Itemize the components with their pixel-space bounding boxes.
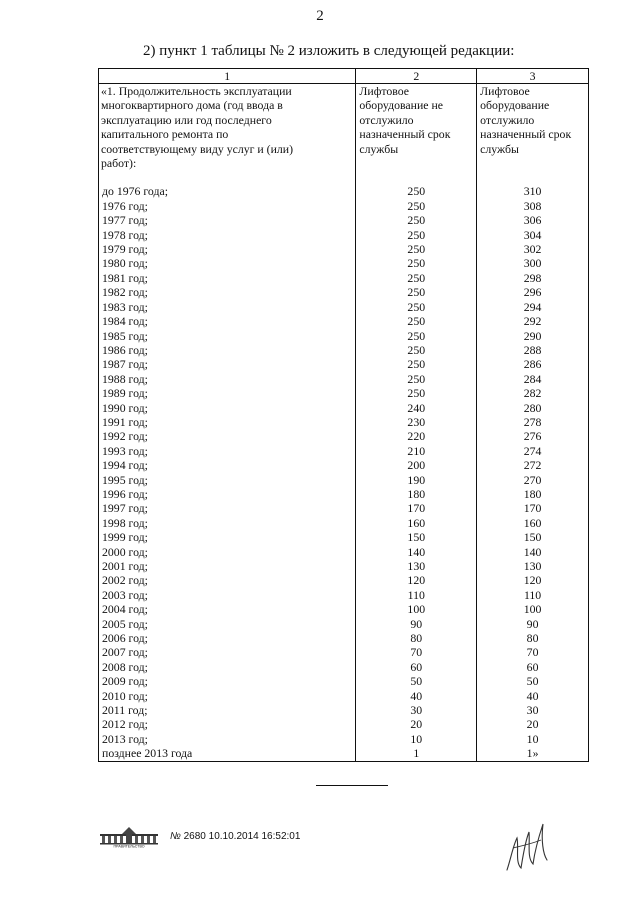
row-value-not-expired: 250 — [356, 242, 477, 256]
row-value-expired: 130 — [477, 559, 589, 573]
row-value-not-expired: 50 — [356, 674, 477, 688]
table-row — [99, 703, 589, 717]
row-year: 2007 год; — [99, 645, 356, 659]
row-value-expired: 120 — [477, 573, 589, 587]
table-row — [99, 645, 589, 659]
row-year: 1991 год; — [99, 415, 356, 429]
table-row — [99, 271, 589, 285]
column-number-row — [99, 69, 589, 84]
row-value-expired: 310 — [477, 184, 589, 198]
row-value-not-expired: 160 — [356, 516, 477, 530]
table-row — [99, 689, 589, 703]
row-value-expired: 272 — [477, 458, 589, 472]
row-value-expired: 306 — [477, 213, 589, 227]
row-value-expired: 278 — [477, 415, 589, 429]
row-value-not-expired: 120 — [356, 573, 477, 587]
end-rule — [316, 785, 388, 786]
document-timestamp: 10.10.2014 16:52:01 — [208, 830, 301, 842]
document-number: 2680 — [183, 830, 206, 842]
row-value-expired: 282 — [477, 386, 589, 400]
table-row — [99, 242, 589, 256]
table-row — [99, 674, 589, 688]
row-value-not-expired: 240 — [356, 401, 477, 415]
row-value-not-expired: 250 — [356, 314, 477, 328]
table-row — [99, 545, 589, 559]
row-year: 1996 год; — [99, 487, 356, 501]
row-value-expired: 30 — [477, 703, 589, 717]
table-row — [99, 458, 589, 472]
row-value-not-expired: 170 — [356, 501, 477, 515]
table-row — [99, 357, 589, 371]
amendment-table — [98, 68, 589, 762]
row-value-expired: 1» — [477, 746, 589, 761]
table-row — [99, 213, 589, 227]
row-value-expired: 20 — [477, 717, 589, 731]
row-value-expired: 280 — [477, 401, 589, 415]
description-col2: Лифтовое оборудование не отслужило назначенный срок службы — [356, 84, 477, 185]
table-row — [99, 444, 589, 458]
row-year: 2001 год; — [99, 559, 356, 573]
row-value-not-expired: 140 — [356, 545, 477, 559]
table-row — [99, 602, 589, 616]
row-year: 2011 год; — [99, 703, 356, 717]
row-value-expired: 292 — [477, 314, 589, 328]
row-value-expired: 296 — [477, 285, 589, 299]
row-value-not-expired: 190 — [356, 473, 477, 487]
row-value-not-expired: 90 — [356, 617, 477, 631]
row-value-not-expired: 250 — [356, 300, 477, 314]
row-value-not-expired: 10 — [356, 732, 477, 746]
row-value-not-expired: 80 — [356, 631, 477, 645]
row-value-expired: 274 — [477, 444, 589, 458]
row-value-not-expired: 250 — [356, 372, 477, 386]
row-value-not-expired: 220 — [356, 429, 477, 443]
row-year: 2009 год; — [99, 674, 356, 688]
table-row — [99, 516, 589, 530]
row-year: до 1976 года; — [99, 184, 356, 198]
row-value-not-expired: 210 — [356, 444, 477, 458]
row-value-not-expired: 250 — [356, 256, 477, 270]
row-value-not-expired: 110 — [356, 588, 477, 602]
row-year: 1985 год; — [99, 329, 356, 343]
row-year: 2005 год; — [99, 617, 356, 631]
row-value-not-expired: 1 — [356, 746, 477, 761]
row-value-not-expired: 230 — [356, 415, 477, 429]
row-year: 1976 год; — [99, 199, 356, 213]
table-row — [99, 487, 589, 501]
row-value-expired: 90 — [477, 617, 589, 631]
column-number-3: 3 — [477, 69, 589, 84]
row-value-not-expired: 150 — [356, 530, 477, 544]
row-value-expired: 40 — [477, 689, 589, 703]
row-value-expired: 284 — [477, 372, 589, 386]
row-year: 1997 год; — [99, 501, 356, 515]
row-value-not-expired: 250 — [356, 343, 477, 357]
table-row — [99, 559, 589, 573]
table-row — [99, 573, 589, 587]
row-value-expired: 288 — [477, 343, 589, 357]
row-year: 1979 год; — [99, 242, 356, 256]
row-year: 2008 год; — [99, 660, 356, 674]
row-year: 2004 год; — [99, 602, 356, 616]
row-value-not-expired: 250 — [356, 213, 477, 227]
row-value-expired: 150 — [477, 530, 589, 544]
row-value-expired: 300 — [477, 256, 589, 270]
row-value-not-expired: 180 — [356, 487, 477, 501]
row-year: 1983 год; — [99, 300, 356, 314]
row-value-expired: 80 — [477, 631, 589, 645]
table-row — [99, 300, 589, 314]
row-year: 1978 год; — [99, 228, 356, 242]
row-value-expired: 290 — [477, 329, 589, 343]
table-row — [99, 285, 589, 299]
row-year: 1993 год; — [99, 444, 356, 458]
row-year: 1990 год; — [99, 401, 356, 415]
row-value-expired: 298 — [477, 271, 589, 285]
row-value-not-expired: 250 — [356, 184, 477, 198]
svg-text:ПРАВИТЕЛЬСТВО: ПРАВИТЕЛЬСТВО — [113, 844, 145, 848]
table-row — [99, 530, 589, 544]
row-value-expired: 276 — [477, 429, 589, 443]
row-value-expired: 180 — [477, 487, 589, 501]
table-row — [99, 501, 589, 515]
table-row — [99, 314, 589, 328]
row-value-expired: 302 — [477, 242, 589, 256]
row-value-expired: 140 — [477, 545, 589, 559]
row-year: 1995 год; — [99, 473, 356, 487]
description-row — [99, 84, 589, 185]
row-value-expired: 10 — [477, 732, 589, 746]
document-number-symbol: № — [170, 830, 181, 842]
row-value-expired: 270 — [477, 473, 589, 487]
row-value-expired: 60 — [477, 660, 589, 674]
row-value-not-expired: 250 — [356, 271, 477, 285]
row-year: 1977 год; — [99, 213, 356, 227]
row-value-expired: 160 — [477, 516, 589, 530]
row-value-expired: 100 — [477, 602, 589, 616]
row-year: 1994 год; — [99, 458, 356, 472]
row-year: 2000 год; — [99, 545, 356, 559]
row-year: 2010 год; — [99, 689, 356, 703]
table-row — [99, 746, 589, 761]
table-row — [99, 199, 589, 213]
row-value-not-expired: 250 — [356, 228, 477, 242]
row-year: 1981 год; — [99, 271, 356, 285]
row-value-expired: 294 — [477, 300, 589, 314]
table-row — [99, 473, 589, 487]
row-value-not-expired: 30 — [356, 703, 477, 717]
government-building-logo-icon — [98, 824, 160, 848]
row-value-expired: 110 — [477, 588, 589, 602]
row-year: 2003 год; — [99, 588, 356, 602]
description-col3: Лифтовое оборудование отслужило назначенный срок службы — [477, 84, 589, 185]
row-year: 2006 год; — [99, 631, 356, 645]
row-value-not-expired: 130 — [356, 559, 477, 573]
row-year: 1986 год; — [99, 343, 356, 357]
table-row — [99, 329, 589, 343]
row-value-expired: 50 — [477, 674, 589, 688]
row-year: 1989 год; — [99, 386, 356, 400]
column-number-2: 2 — [356, 69, 477, 84]
row-value-not-expired: 100 — [356, 602, 477, 616]
row-year: 2012 год; — [99, 717, 356, 731]
column-number-1: 1 — [99, 69, 356, 84]
row-year: 1999 год; — [99, 530, 356, 544]
row-year: позднее 2013 года — [99, 746, 356, 761]
footer — [98, 822, 300, 850]
row-value-expired: 304 — [477, 228, 589, 242]
row-value-expired: 70 — [477, 645, 589, 659]
table-row — [99, 588, 589, 602]
row-value-not-expired: 20 — [356, 717, 477, 731]
page-number: 2 — [316, 8, 324, 24]
row-value-not-expired: 250 — [356, 357, 477, 371]
row-value-not-expired: 250 — [356, 329, 477, 343]
row-year: 1988 год; — [99, 372, 356, 386]
row-value-not-expired: 200 — [356, 458, 477, 472]
table-row — [99, 732, 589, 746]
table-row — [99, 401, 589, 415]
document-stamp — [170, 831, 300, 842]
row-year: 1987 год; — [99, 357, 356, 371]
row-value-expired: 286 — [477, 357, 589, 371]
row-year: 1982 год; — [99, 285, 356, 299]
table-row — [99, 631, 589, 645]
amendment-heading: 2) пункт 1 таблицы № 2 изложить в следующей редакции: — [143, 43, 515, 59]
description-col1: «1. Продолжительность эксплуатации многоквартирного дома (год ввода в эксплуатацию или год последнего капитального ремонта по соответствующему виду услуг и (или) работ): — [99, 84, 356, 185]
row-value-not-expired: 250 — [356, 285, 477, 299]
row-value-not-expired: 250 — [356, 386, 477, 400]
row-year: 2002 год; — [99, 573, 356, 587]
row-value-not-expired: 60 — [356, 660, 477, 674]
table-row — [99, 415, 589, 429]
row-value-not-expired: 70 — [356, 645, 477, 659]
table-row — [99, 343, 589, 357]
row-year: 1992 год; — [99, 429, 356, 443]
table-row — [99, 372, 589, 386]
row-value-not-expired: 40 — [356, 689, 477, 703]
handwritten-signature-icon — [503, 818, 551, 874]
row-year: 1984 год; — [99, 314, 356, 328]
row-year: 1998 год; — [99, 516, 356, 530]
table-row — [99, 228, 589, 242]
table-row — [99, 256, 589, 270]
table-row — [99, 429, 589, 443]
table-row — [99, 660, 589, 674]
row-value-expired: 170 — [477, 501, 589, 515]
row-year: 2013 год; — [99, 732, 356, 746]
table-row — [99, 617, 589, 631]
row-value-expired: 308 — [477, 199, 589, 213]
table-row — [99, 717, 589, 731]
table-row — [99, 184, 589, 198]
table-row — [99, 386, 589, 400]
row-year: 1980 год; — [99, 256, 356, 270]
row-value-not-expired: 250 — [356, 199, 477, 213]
